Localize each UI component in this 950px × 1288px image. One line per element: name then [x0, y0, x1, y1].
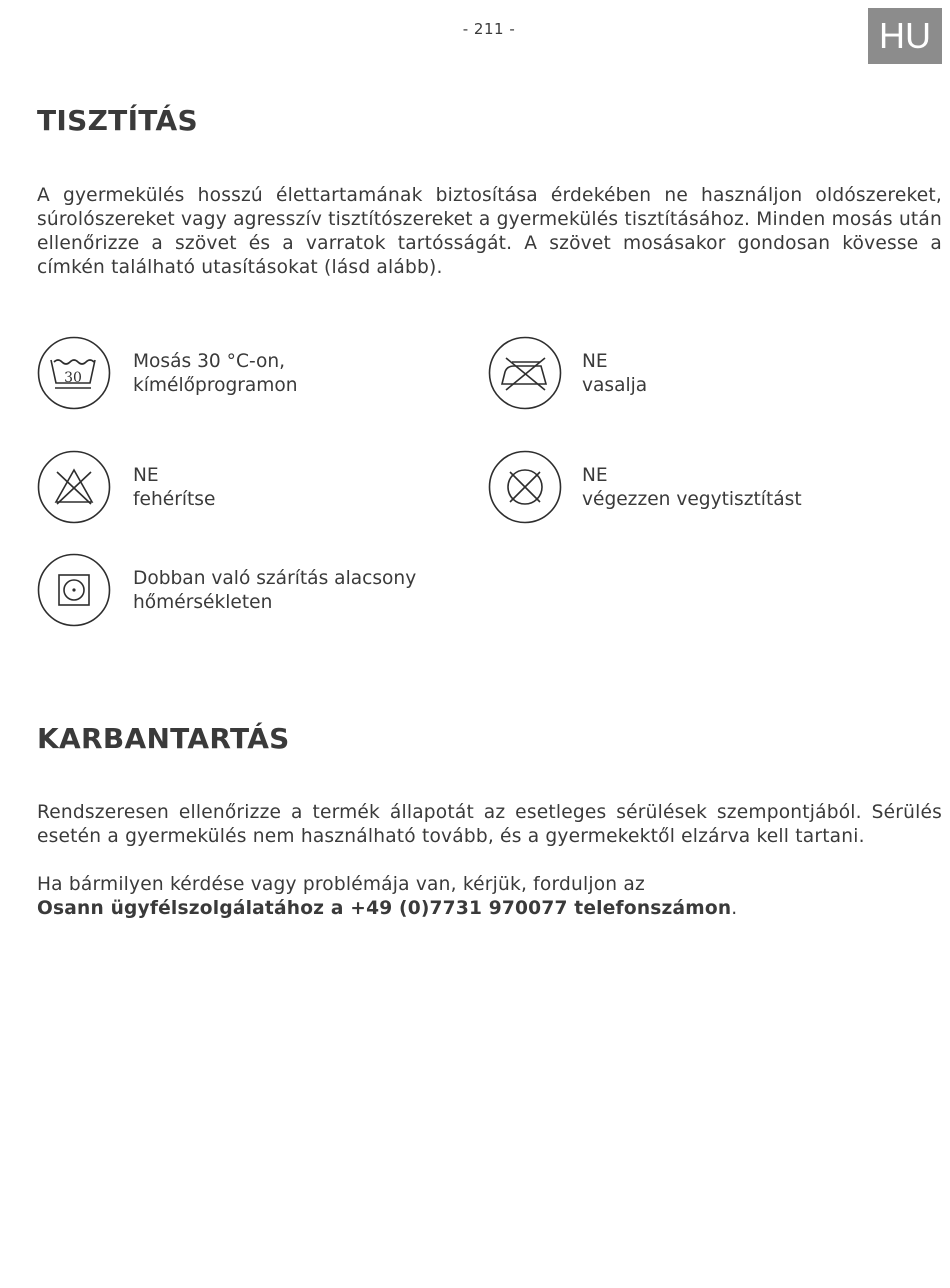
contact-paragraph — [37, 873, 942, 921]
page-number: - 211 - — [462, 20, 516, 38]
care-line: kímélőprogramon — [133, 374, 298, 396]
care-item-tumble-dry — [37, 553, 477, 629]
care-item-bleach — [37, 450, 457, 526]
do-not-dry-clean-icon — [488, 450, 562, 524]
care-line: hőmérsékleten — [133, 591, 273, 613]
contact-end: . — [731, 898, 738, 919]
care-line: NE — [582, 351, 608, 372]
care-item-wash — [37, 336, 457, 412]
care-line: végezzen vegytisztítást — [582, 488, 802, 510]
language-badge: HU — [868, 8, 942, 64]
wash-temp-label: 30 — [64, 370, 82, 386]
care-text-wash — [133, 350, 473, 397]
care-text-iron — [582, 350, 922, 397]
care-item-iron — [488, 336, 908, 412]
cleaning-intro: A gyermekülés hosszú élettartamának biztosítása érdekében ne használjon oldószereket, súrolószereket vagy agresszív tisztítószereket a gyermekülés tisztításához. Minden mosás után ellenőrizze a szövet és a varratok tartósságát. A szövet mosásakor gondosan kövesse a címkén található utasításokat (lásd alább). — [37, 185, 942, 278]
maintenance-paragraph: Rendszeresen ellenőrizze a termék állapotát az esetleges sérülések szempontjából. Sérülés esetén a gyermekülés nem használható tovább, és a gyermekektől elzárva kell tartani. — [37, 802, 942, 847]
do-not-iron-icon — [488, 336, 562, 410]
care-text-dry-clean — [582, 464, 932, 511]
care-text-bleach — [133, 464, 473, 511]
care-line: Dobban való szárítás alacsony — [133, 568, 417, 589]
maintenance-heading: KARBANTARTÁS — [37, 722, 290, 755]
care-line: vasalja — [582, 374, 648, 396]
care-line: NE — [582, 465, 608, 486]
care-line: NE — [133, 465, 159, 486]
do-not-bleach-icon — [37, 450, 111, 524]
customer-service-phone: Osann ügyfélszolgálatához a +49 (0)7731 970077 telefonszámon — [37, 898, 732, 919]
care-line: Mosás 30 °C-on, — [133, 351, 286, 372]
care-item-dry-clean — [488, 450, 928, 526]
contact-line: Ha bármilyen kérdése vagy problémája van, kérjük, forduljon az — [37, 874, 645, 895]
cleaning-heading: TISZTÍTÁS — [37, 104, 198, 137]
wash-30-gentle-icon — [37, 336, 111, 410]
tumble-dry-low-icon — [37, 553, 111, 627]
care-text-tumble-dry — [133, 567, 483, 614]
care-line: fehérítse — [133, 488, 216, 510]
